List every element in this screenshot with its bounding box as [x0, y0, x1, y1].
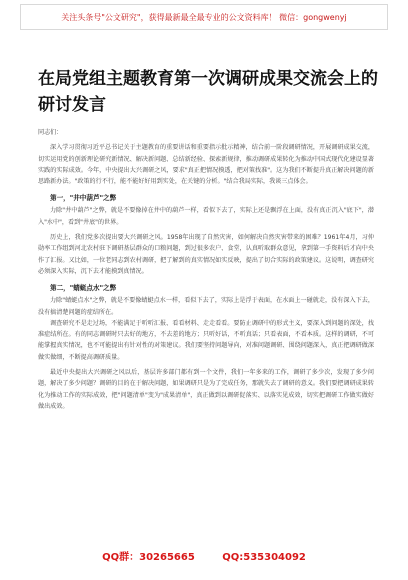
banner-text: 关注头条号"公文研究"，获得最新最全最专业的公文资料库！ 微信：gongwenyj	[61, 12, 347, 22]
section-2-paragraph-1: 力除"蜻蜓点水"之弊，就是不要像蜻蜓点水一样，看似下去了，实际上是浮于表面，在水面上一碰就走，没有深入下去，没有搞清楚问题的症结所在。	[38, 297, 374, 316]
salutation: 同志们：	[38, 129, 63, 136]
document-title: 在局党组主题教育第一次调研成果交流会上的研讨发言	[38, 69, 378, 115]
intro-paragraph-1: 深入学习贯彻习近平总书记关于主题教育的重要讲话和重要指示批示精神，结合前一阶段调研情况，开展调研成果交流，切实运用党的创新理论研究新情况、解决新问题、总结新经验、探索新规律，推动调研成果转化为推动中国式现代化建设显著实践的实际成效。今年，中央提出大兴调研之风，要求"真正把情况摸透，把对策找准"。这为我们不断提升真正解决问题的新思路新办法。"政策的行不行，能不能好好用到实处，在关键的分析。"结合我局实际，我谈三点体会。	[38, 144, 374, 186]
section-2-paragraph-2: 调查研究不是走过场，不能满足于听听汇报、看看材料、走走看看。要防止调研中的形式主义，要深入到问题的深处，找准症结所在。有的同志调研时只去好的地方，不去差的地方；只听好话，不听真话；只看表面，不看本质。这样的调研，不可能掌握真实情况，也不可能提出有针对性的对策建议。我们要坚持问题导向，对准问题调研、围绕问题深入，真正把调研做深做实做细，不断提高调研质量。	[38, 319, 374, 361]
footer-contacts	[0, 548, 408, 563]
qq-group-text: QQ群：30265665	[102, 552, 195, 563]
section-1-paragraph-1: 力除"井中葫芦"之弊，就是不要像掉在井中的葫芦一样，看似下去了，实际上还是飘浮在上面，没有真正沉入"底下"，潜入"水中"，看到"井底"的世界。	[38, 207, 374, 226]
section-heading-2: 第二，"蜻蜓点水"之弊	[50, 284, 117, 293]
top-banner	[20, 4, 388, 30]
section-1-paragraph-2: 历史上，我们党多次提出要大兴调研之风。1958年出现了自然灾害，如何解决自然灾害带来的困难？1961年4月，习仲勋率工作组到河北农村驻下调研基层群众的口粮问题，到过很多农户、食堂，认真听取群众意见，拿到第一手资料后才向中央作了汇报。又比如，一位老同志到农村调研，把了解到的真实情况如实反映，提出了切合实际的政策建议。这说明，调查研究必须深入实际，沉下去才能摸到真情况。	[38, 234, 374, 275]
document-body	[38, 127, 374, 412]
qq-number-text: QQ:535304092	[222, 552, 306, 563]
section-heading-1: 第一，"井中葫芦"之弊	[50, 194, 117, 203]
section-2-paragraph-3: 最近中央提出大兴调研之风以后，基层许多部门都有到一个文件，我们一年多来的工作，调研了多少次，发现了多少问题，解决了多少问题？调研的目的在于解决问题，如果调研只是为了完成任务，那就失去了调研的意义。我们要把调研成果转化为推动工作的实际成效，把"问题清单"变为"成果清单"，真正做到以调研促落实、以落实见成效，切实把调研工作做实做好做出成效。	[38, 369, 374, 410]
